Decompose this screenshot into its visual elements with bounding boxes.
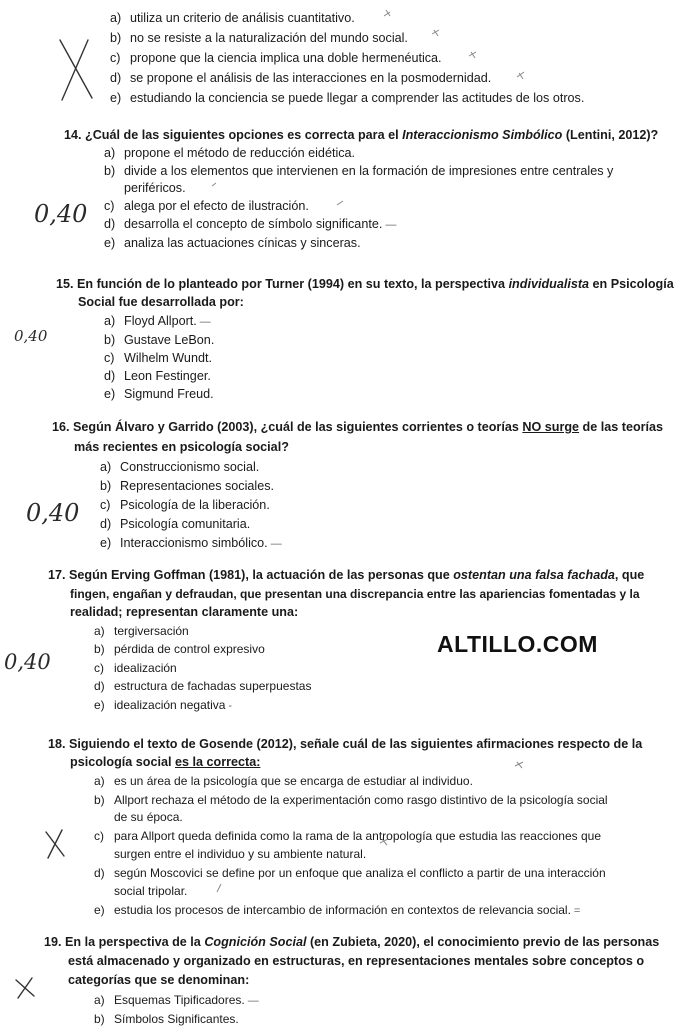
question-16-title: 16. Según Álvaro y Garrido (2003), ¿cuál de las siguientes corrientes o teorías NO surge de las teorías xyxy=(52,420,664,434)
option-line: a) propone el método de reducción eidética. xyxy=(104,146,356,160)
watermark-text: ALTILLO.COM xyxy=(437,631,598,657)
handwritten-grade-q17: 0,40 xyxy=(4,650,51,674)
option-line: c) Wilhelm Wundt. xyxy=(104,351,212,365)
option-line: e) estudia los procesos de intercambio de información en contextos de relevancia social. = xyxy=(94,903,581,917)
option-line: c) idealización xyxy=(94,661,177,675)
handwritten-grade-q16: 0,40 xyxy=(26,499,80,527)
option-line-continuation: periféricos. xyxy=(124,181,186,195)
question-19-title: 19. En la perspectiva de la Cognición Social (en Zubieta, 2020), el conocimiento previo de las personas xyxy=(44,935,660,949)
option-line: b) Allport rechaza el método de la experimentación como rasgo distintivo de la psicología social xyxy=(94,793,608,807)
option-line: a) Construccionismo social. xyxy=(100,460,260,474)
option-line: e) Sigmund Freud. xyxy=(104,387,214,401)
option-line: d) se propone el análisis de las interacciones en la posmodernidad. xyxy=(110,71,492,85)
question-16-line2: más recientes en psicología social? xyxy=(74,440,289,454)
option-line: c) propone que la ciencia implica una doble hermenéutica. xyxy=(110,51,442,65)
option-line: e) idealización negativa - xyxy=(94,698,233,712)
question-15-line2: Social fue desarrollada por: xyxy=(78,295,244,309)
question-17-line2: fingen, engañan y defraudan, que presentan una discrepancia entre las apariencias fomentadas y la xyxy=(70,587,640,601)
option-line: a) Esquemas Tipificadores. — xyxy=(94,993,259,1007)
option-line: b) divide a los elementos que intervienen en la formación de impresiones entre centrales y xyxy=(104,164,614,178)
option-line: c) Psicología de la liberación. xyxy=(100,498,270,512)
handwritten-grade-q14: 0,40 xyxy=(34,200,88,228)
question-19-line2: está almacenado y organizado en estructuras, en representaciones mentales sobre conceptos o xyxy=(68,954,645,968)
question-19-line3: categorías que se denominan: xyxy=(68,973,250,987)
question-15-title: 15. En función de lo planteado por Turner (1994) en su texto, la perspectiva individualista en Psicología xyxy=(56,277,674,291)
option-line: b) no se resiste a la naturalización del mundo social. xyxy=(110,31,408,45)
option-line: e) analiza las actuaciones cínicas y sinceras. xyxy=(104,236,361,250)
option-line: a) utiliza un criterio de análisis cuantitativo. xyxy=(110,11,355,25)
option-line: b) Representaciones sociales. xyxy=(100,479,275,493)
option-line-continuation: de su época. xyxy=(114,810,183,824)
option-line: a) es un área de la psicología que se encarga de estudiar al individuo. xyxy=(94,774,473,788)
option-line: e) Interaccionismo simbólico. — xyxy=(100,536,282,550)
question-14-title: 14. ¿Cuál de las siguientes opciones es correcta para el Interaccionismo Simbólico (Lentini, 2012)? xyxy=(64,128,659,142)
question-18-title: 18. Siguiendo el texto de Gosende (2012), señale cuál de las siguientes afirmaciones respecto de la xyxy=(48,737,643,751)
option-line: d) según Moscovici se define por un enfoque que analiza el conflicto a partir de una interacción xyxy=(94,866,606,880)
question-18-line2: psicología social es la correcta: xyxy=(70,755,261,769)
option-line: b) pérdida de control expresivo xyxy=(94,642,265,656)
option-line: e) estudiando la conciencia se puede llegar a comprender las actitudes de los otros. xyxy=(110,91,585,105)
option-line: b) Gustave LeBon. xyxy=(104,333,215,347)
option-line-continuation: surgen entre el individuo y su ambiente natural. xyxy=(114,847,367,861)
option-line: b) Símbolos Significantes. xyxy=(94,1012,239,1026)
question-17-title: 17. Según Erving Goffman (1981), la actuación de las personas que ostentan una falsa fachada, que xyxy=(48,568,645,582)
option-line: d) Psicología comunitaria. xyxy=(100,517,251,531)
question-17-line3: realidad; representan claramente una: xyxy=(70,605,299,619)
option-line: d) estructura de fachadas superpuestas xyxy=(94,679,312,693)
option-line: c) para Allport queda definida como la rama de la antropología que estudia las reacciones que xyxy=(94,829,601,843)
option-line: d) Leon Festinger. xyxy=(104,369,211,383)
option-line: c) alega por el efecto de ilustración. xyxy=(104,199,309,213)
option-line: a) tergiversación xyxy=(94,624,189,638)
handwritten-grade-q15: 0,40 xyxy=(14,327,48,345)
option-line: a) Floyd Allport. — xyxy=(104,314,211,328)
option-line: d) desarrolla el concepto de símbolo significante. — xyxy=(104,217,397,231)
option-line-continuation: social tripolar. xyxy=(114,884,188,898)
